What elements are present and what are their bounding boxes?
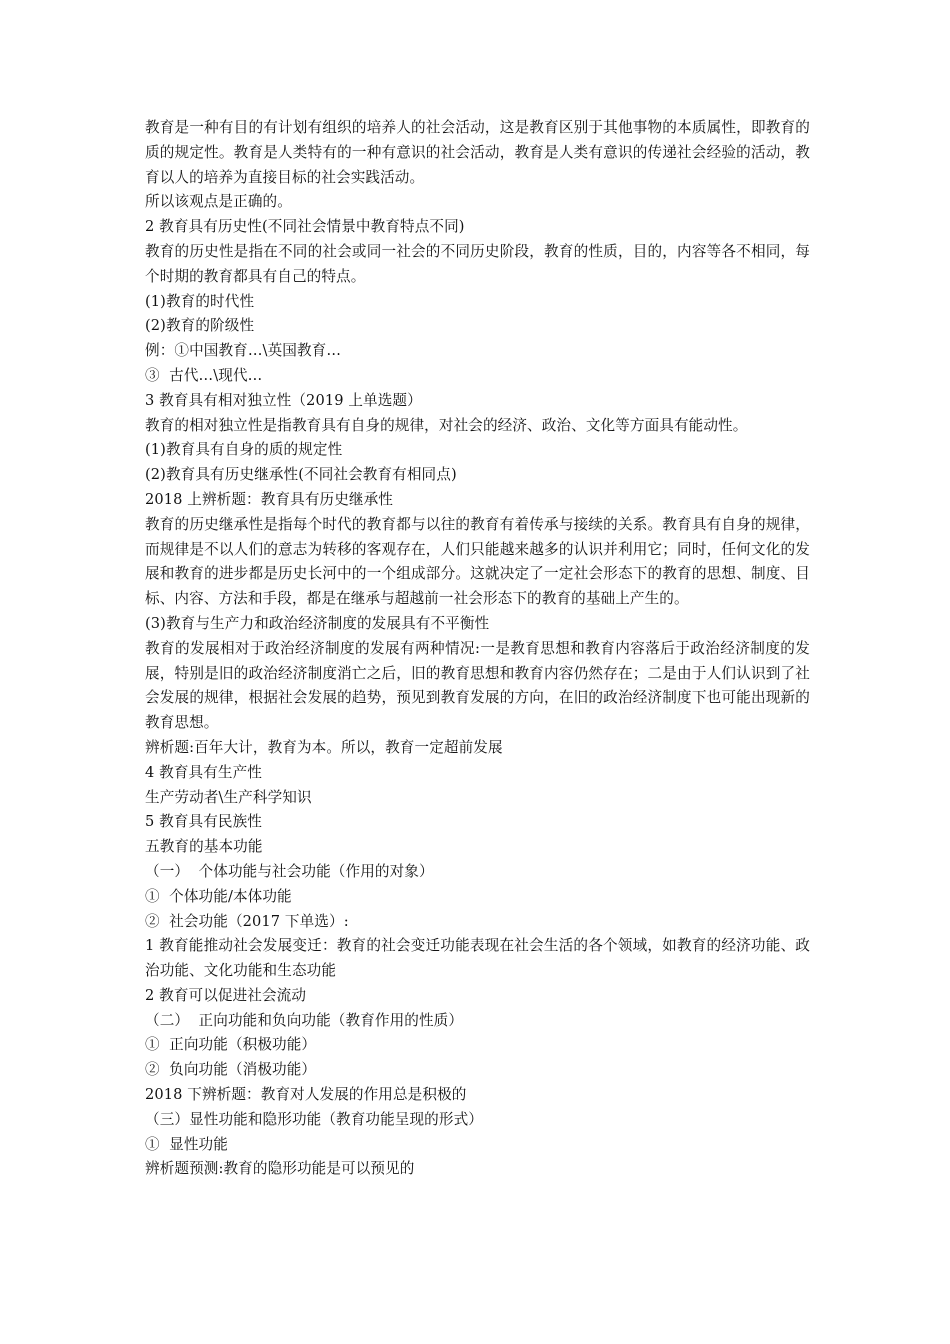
list-item-social-function: ② 社会功能（2017 下单选）: bbox=[145, 912, 349, 930]
paragraph-historical-inheritance: 教育的历史继承性是指每个时代的教育都与以往的教育有着传承与接续的关系。教育具有自身的规律，而规律是不以人们的意志为转移的客观存在，人们只能越来越多的认识并利用它；同时，任何文化的发展和教育的进步都是历史长河中的一个组成部分。这就决定了一定社会形态下的教育的思想、制度、目标、内容、方法和手段，都是在继承与超越前一社会形态下的教育的基础上产生的。 bbox=[145, 515, 810, 608]
list-item-class: (2)教育的阶级性 bbox=[145, 317, 255, 335]
list-item-positive-function: ① 正向功能（积极功能） bbox=[145, 1036, 317, 1054]
list-item-imbalance: (3)教育与生产力和政治经济制度的发展具有不平衡性 bbox=[145, 614, 490, 632]
paragraph-historicity-definition: 教育的历史性是指在不同的社会或同一社会的不同历史阶段，教育的性质，目的，内容等各不相同，每个时期的教育都具有自己的特点。 bbox=[145, 242, 810, 285]
exam-question-2018-upper: 2018 上辨析题：教育具有历史继承性 bbox=[145, 490, 393, 508]
exam-question-2018-lower: 2018 下辨析题：教育对人发展的作用总是积极的 bbox=[145, 1086, 467, 1104]
example-line-1: 例：①中国教育…\英国教育… bbox=[145, 342, 342, 360]
heading-nationality: 5 教育具有民族性 bbox=[145, 813, 262, 831]
list-item-individual-function: ① 个体功能/本体功能 bbox=[145, 887, 292, 905]
subheading-positive-negative: （二） 正向功能和负向功能（教育作用的性质） bbox=[145, 1011, 464, 1029]
paragraph-conclusion: 所以该观点是正确的。 bbox=[145, 193, 292, 211]
document-page bbox=[145, 116, 810, 1182]
list-item-historical-inheritance: (2)教育具有历史继承性(不同社会教育有相同点) bbox=[145, 466, 457, 484]
list-item-negative-function: ② 负向功能（消极功能） bbox=[145, 1061, 317, 1079]
paragraph-relative-independence-definition: 教育的相对独立性是指教育具有自身的规律，对社会的经济、政治、文化等方面具有能动性。 bbox=[145, 416, 748, 434]
list-item-era: (1)教育的时代性 bbox=[145, 292, 255, 310]
paragraph-social-mobility: 2 教育可以促进社会流动 bbox=[145, 986, 307, 1004]
heading-relative-independence: 3 教育具有相对独立性（2019 上单选题） bbox=[145, 391, 422, 409]
paragraph-imbalance: 教育的发展相对于政治经济制度的发展有两种情况:一是教育思想和教育内容落后于政治经济制度的发展，特别是旧的政治经济制度消亡之后，旧的教育思想和教育内容仍然存在；二是由于人们认识到了社会发展的规律，根据社会发展的趋势，预见到教育发展的方向，在旧的政治经济制度下也可能出现新的教育思想。 bbox=[145, 639, 810, 732]
subheading-explicit-implicit: （三）显性功能和隐形功能（教育功能呈现的形式） bbox=[145, 1110, 483, 1128]
exam-question-prediction: 辨析题预测:教育的隐形功能是可以预见的 bbox=[145, 1160, 415, 1178]
heading-productivity: 4 教育具有生产性 bbox=[145, 763, 262, 781]
heading-basic-functions: 五教育的基本功能 bbox=[145, 838, 263, 856]
example-line-2: ③ 古代…\现代… bbox=[145, 366, 263, 384]
exam-question-priority: 辨析题:百年大计，教育为本。所以，教育一定超前发展 bbox=[145, 738, 503, 756]
list-item-own-nature: (1)教育具有自身的质的规定性 bbox=[145, 441, 343, 459]
subheading-individual-social: （一） 个体功能与社会功能（作用的对象） bbox=[145, 862, 434, 880]
paragraph-essence-of-education: 教育是一种有目的有计划有组织的培养人的社会活动，这是教育区别于其他事物的本质属性，即教育的质的规定性。教育是人类特有的一种有意识的社会活动，教育是人类有意识的传递社会经验的活动，教育以人的培养为直接目标的社会实践活动。 bbox=[145, 119, 810, 186]
paragraph-productivity: 生产劳动者\生产科学知识 bbox=[145, 788, 312, 806]
heading-historicity: 2 教育具有历史性(不同社会情景中教育特点不同) bbox=[145, 218, 465, 236]
paragraph-social-change: 1 教育能推动社会发展变迁：教育的社会变迁功能表现在社会生活的各个领域，如教育的经济功能、政治功能、文化功能和生态功能 bbox=[145, 937, 810, 980]
list-item-explicit-function: ① 显性功能 bbox=[145, 1135, 228, 1153]
